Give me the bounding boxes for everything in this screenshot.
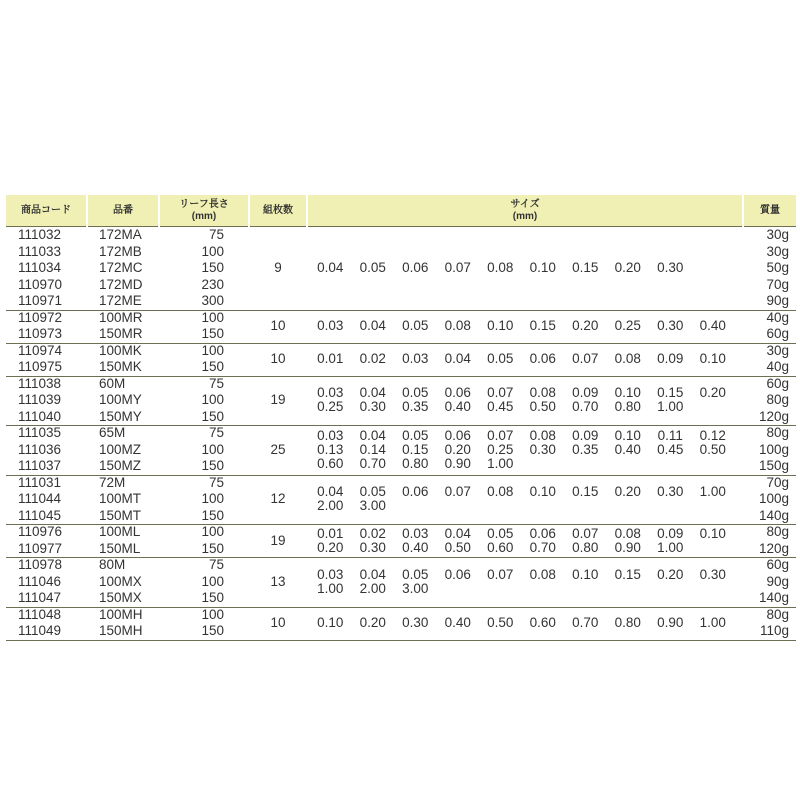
leaf-length: 100 <box>201 606 224 622</box>
leaf-length: 150 <box>201 260 224 275</box>
product-code: 111036 <box>18 441 62 457</box>
size-value: 0.30 <box>529 441 556 457</box>
size-value: 0.20 <box>657 566 684 582</box>
weight: 50g <box>766 260 789 275</box>
part-number: 172MD <box>99 276 143 292</box>
size-value: 0.15 <box>529 318 556 333</box>
size-value: 0.70 <box>572 615 599 630</box>
group-divider <box>6 475 796 476</box>
header-part <box>88 195 158 227</box>
size-value: 0.10 <box>614 427 641 443</box>
size-value: 0.05 <box>359 260 386 276</box>
size-value: 0.10 <box>699 351 726 366</box>
part-number: 100MH <box>99 606 143 622</box>
leaf-length: 150 <box>201 458 224 473</box>
part-number: 150MH <box>99 623 143 638</box>
size-value: 0.30 <box>657 260 684 276</box>
leaf-length: 75 <box>208 227 224 242</box>
product-code: 111049 <box>18 623 62 638</box>
size-value: 0.25 <box>317 399 344 415</box>
weight: 30g <box>766 243 789 259</box>
size-value: 0.50 <box>487 615 514 630</box>
part-number: 150MX <box>99 590 142 605</box>
leaf-length: 100 <box>201 573 224 589</box>
size-value: 0.30 <box>402 615 429 630</box>
leaf-length: 100 <box>201 524 224 539</box>
header-length-label: リーフ長さ <box>179 198 229 210</box>
product-code: 111048 <box>18 606 62 622</box>
size-value: 0.02 <box>359 351 386 366</box>
group-count: 9 <box>274 260 282 276</box>
weight: 120g <box>758 408 789 424</box>
weight: 60g <box>766 557 789 572</box>
size-value: 0.03 <box>402 351 429 366</box>
size-value: 0.80 <box>614 399 641 415</box>
header-length <box>160 195 248 227</box>
size-value: 0.20 <box>317 539 344 555</box>
size-value: 0.07 <box>444 260 471 276</box>
weight: 40g <box>766 309 789 325</box>
part-number: 172MA <box>99 227 142 242</box>
size-row <box>309 429 744 443</box>
size-value: 1.00 <box>699 615 726 630</box>
group-count: 10 <box>270 318 286 333</box>
size-value: 0.11 <box>657 427 683 443</box>
part-number: 100MK <box>99 342 142 358</box>
product-code: 110977 <box>18 540 63 556</box>
size-value: 0.06 <box>529 525 556 541</box>
weight: 120g <box>758 540 789 556</box>
header-code <box>6 195 86 227</box>
part-number: 80M <box>99 557 126 572</box>
size-value: 3.00 <box>359 498 386 514</box>
leaf-length: 100 <box>201 309 224 325</box>
weight: 90g <box>766 573 789 589</box>
product-code: 110975 <box>18 359 63 374</box>
size-value: 0.35 <box>402 399 429 415</box>
leaf-length: 150 <box>201 326 224 341</box>
weight: 60g <box>766 375 789 391</box>
size-value: 0.13 <box>317 441 344 457</box>
size-value: 0.03 <box>317 566 344 582</box>
leaf-length: 150 <box>201 359 224 374</box>
leaf-length: 150 <box>201 590 224 605</box>
header-length-unit: (mm) <box>191 210 217 222</box>
size-value: 0.15 <box>614 566 641 582</box>
weight: 150g <box>758 458 789 473</box>
product-code: 111037 <box>18 458 62 473</box>
size-value: 0.35 <box>572 441 599 457</box>
size-value: 0.09 <box>657 525 684 541</box>
size-value: 0.30 <box>359 539 386 555</box>
size-value: 0.08 <box>529 385 556 401</box>
product-code: 110978 <box>18 557 63 572</box>
size-row <box>309 352 744 366</box>
leaf-length: 75 <box>208 425 224 440</box>
part-number: 100ML <box>99 524 141 539</box>
size-value: 0.03 <box>402 525 429 541</box>
weight: 70g <box>766 474 789 490</box>
size-value: 0.05 <box>487 351 514 366</box>
weight: 140g <box>758 590 789 605</box>
size-row <box>309 400 744 414</box>
size-value: 0.07 <box>572 351 599 366</box>
size-value: 0.40 <box>402 539 429 555</box>
product-code: 110970 <box>18 276 63 292</box>
size-value: 0.15 <box>572 484 599 500</box>
size-value: 0.04 <box>444 351 471 366</box>
size-value: 0.05 <box>402 566 429 582</box>
leaf-length: 100 <box>201 491 224 506</box>
size-value: 0.90 <box>444 455 471 471</box>
size-value: 0.50 <box>699 441 726 457</box>
header-count-label: 組枚数 <box>263 204 293 216</box>
size-value: 0.70 <box>529 539 556 555</box>
header-size <box>308 195 742 227</box>
size-value: 0.40 <box>699 318 726 333</box>
size-value: 0.10 <box>529 484 556 500</box>
size-row <box>309 261 744 275</box>
size-value: 0.08 <box>487 484 514 500</box>
product-code: 111038 <box>18 375 62 391</box>
weight: 70g <box>766 276 789 292</box>
product-code: 111040 <box>18 408 62 424</box>
part-number: 100MT <box>99 491 142 506</box>
size-value: 0.10 <box>614 385 641 401</box>
size-value: 0.07 <box>487 566 514 582</box>
product-code: 110972 <box>18 309 63 325</box>
size-row <box>309 485 744 499</box>
leaf-length: 75 <box>208 557 224 572</box>
size-value: 0.50 <box>529 399 556 415</box>
product-code: 111034 <box>18 260 62 275</box>
size-value: 0.10 <box>699 525 726 541</box>
group-count: 13 <box>270 573 286 589</box>
leaf-length: 75 <box>208 375 224 391</box>
size-value: 0.10 <box>572 566 599 582</box>
weight: 40g <box>766 359 789 374</box>
product-code: 111035 <box>18 425 62 440</box>
size-value: 0.08 <box>487 260 514 276</box>
leaf-length: 300 <box>201 293 224 308</box>
size-value: 0.20 <box>359 615 386 630</box>
part-number: 100MZ <box>99 441 142 457</box>
size-value: 0.05 <box>402 427 429 443</box>
group-count: 19 <box>270 532 286 548</box>
size-value: 0.04 <box>317 260 344 276</box>
size-value: 0.70 <box>359 455 386 471</box>
size-value: 1.00 <box>657 539 684 555</box>
weight: 110g <box>759 623 789 638</box>
size-value: 0.01 <box>317 525 344 541</box>
weight: 100g <box>758 441 789 457</box>
size-row <box>309 582 744 596</box>
part-number: 150ML <box>99 540 141 556</box>
weight: 90g <box>766 293 789 308</box>
part-number: 100MY <box>99 392 142 407</box>
weight: 80g <box>766 524 789 539</box>
size-row <box>309 457 744 471</box>
part-number: 60M <box>99 375 126 391</box>
size-value: 0.04 <box>359 318 386 333</box>
part-number: 150MT <box>99 507 142 523</box>
leaf-length: 100 <box>201 392 224 407</box>
size-value: 0.06 <box>444 385 471 401</box>
size-value: 1.00 <box>317 580 344 596</box>
product-code: 111047 <box>18 590 62 605</box>
leaf-length: 75 <box>208 474 224 490</box>
size-row <box>309 541 744 555</box>
size-value: 0.06 <box>444 427 471 443</box>
size-value: 2.00 <box>359 580 386 596</box>
size-value: 0.09 <box>572 385 599 401</box>
size-value: 0.04 <box>317 484 344 500</box>
size-value: 0.03 <box>317 427 344 443</box>
header-size-unit: (mm) <box>512 210 538 222</box>
weight: 30g <box>766 227 789 242</box>
group-divider <box>6 524 796 525</box>
leaf-length: 150 <box>201 540 224 556</box>
product-code: 111045 <box>18 507 62 523</box>
group-divider <box>6 310 796 311</box>
size-value: 0.15 <box>402 441 429 457</box>
size-value: 0.10 <box>529 260 556 276</box>
group-divider <box>6 607 796 608</box>
group-divider <box>6 557 796 558</box>
group-divider <box>6 425 796 426</box>
size-value: 0.60 <box>317 455 344 471</box>
size-value: 0.40 <box>444 399 471 415</box>
part-number: 172MC <box>99 260 143 275</box>
size-value: 0.40 <box>444 615 471 630</box>
size-value: 2.00 <box>317 498 344 514</box>
size-value: 0.20 <box>699 385 726 401</box>
size-value: 0.60 <box>529 615 556 630</box>
size-value: 0.25 <box>614 318 641 333</box>
size-value: 0.45 <box>657 441 684 457</box>
weight: 30g <box>766 342 789 358</box>
part-number: 172MB <box>99 243 142 259</box>
group-divider <box>6 376 796 377</box>
size-value: 0.10 <box>317 615 344 630</box>
size-value: 0.20 <box>614 484 641 500</box>
size-row <box>309 568 744 582</box>
header-size-label: サイズ <box>510 198 540 210</box>
group-count: 25 <box>270 441 286 457</box>
size-value: 0.04 <box>359 427 386 443</box>
size-value: 0.80 <box>614 615 641 630</box>
header-count <box>250 195 306 227</box>
leaf-length: 230 <box>201 276 224 292</box>
size-row <box>309 527 744 541</box>
size-value: 0.07 <box>572 525 599 541</box>
size-value: 3.00 <box>402 580 429 596</box>
product-code: 111044 <box>18 491 62 506</box>
part-number: 150MK <box>99 359 142 374</box>
leaf-length: 150 <box>201 507 224 523</box>
size-value: 0.06 <box>402 484 429 500</box>
weight: 80g <box>766 392 789 407</box>
size-value: 0.60 <box>487 539 514 555</box>
size-row <box>309 499 744 513</box>
header-part-label: 品番 <box>113 204 133 216</box>
weight: 80g <box>766 425 789 440</box>
size-value: 0.08 <box>614 525 641 541</box>
size-value: 0.05 <box>487 525 514 541</box>
size-value: 0.08 <box>614 351 641 366</box>
size-value: 0.07 <box>487 427 514 443</box>
header-weight-label: 質量 <box>760 204 780 216</box>
header-code-label: 商品コード <box>21 204 71 216</box>
size-value: 0.30 <box>657 484 684 500</box>
size-value: 0.05 <box>402 385 429 401</box>
weight: 100g <box>758 491 789 506</box>
size-value: 0.80 <box>402 455 429 471</box>
size-value: 0.20 <box>444 441 471 457</box>
group-count: 10 <box>270 615 286 630</box>
size-value: 0.05 <box>402 318 429 333</box>
group-count: 10 <box>270 351 286 366</box>
part-number: 150MZ <box>99 458 142 473</box>
table-bottom-rule <box>6 640 796 641</box>
size-value: 0.90 <box>657 615 684 630</box>
part-number: 65M <box>99 425 126 440</box>
leaf-length: 100 <box>201 342 224 358</box>
weight: 140g <box>758 507 789 523</box>
leaf-length: 150 <box>201 623 224 638</box>
leaf-length: 150 <box>201 408 224 424</box>
size-value: 0.08 <box>529 566 556 582</box>
size-value: 0.14 <box>359 441 386 457</box>
size-value: 0.03 <box>317 318 344 333</box>
size-value: 0.07 <box>487 385 514 401</box>
group-count: 19 <box>270 392 286 408</box>
product-code: 111032 <box>18 227 62 242</box>
size-value: 0.80 <box>572 539 599 555</box>
size-value: 0.02 <box>359 525 386 541</box>
weight: 60g <box>766 326 789 341</box>
size-value: 0.06 <box>529 351 556 366</box>
size-value: 0.50 <box>444 539 471 555</box>
size-value: 0.09 <box>572 427 599 443</box>
part-number: 172ME <box>99 293 142 308</box>
size-value: 0.40 <box>614 441 641 457</box>
size-value: 0.45 <box>487 399 514 415</box>
size-value: 0.04 <box>359 566 386 582</box>
weight: 80g <box>766 606 789 622</box>
size-value: 0.01 <box>317 351 344 366</box>
product-code: 111031 <box>18 474 62 490</box>
size-value: 0.04 <box>444 525 471 541</box>
size-value: 0.90 <box>614 539 641 555</box>
size-value: 0.03 <box>317 385 344 401</box>
product-code: 111046 <box>18 573 62 589</box>
size-value: 0.08 <box>529 427 556 443</box>
part-number: 100MR <box>99 309 143 325</box>
size-value: 0.15 <box>657 385 684 401</box>
size-value: 0.04 <box>359 385 386 401</box>
size-value: 0.06 <box>444 566 471 582</box>
size-row <box>309 443 744 457</box>
size-value: 0.06 <box>402 260 429 276</box>
size-row <box>309 319 744 333</box>
size-value: 0.70 <box>572 399 599 415</box>
size-value: 0.20 <box>614 260 641 276</box>
group-count: 12 <box>270 491 286 507</box>
product-code: 110973 <box>18 326 63 341</box>
size-row <box>309 386 744 400</box>
size-value: 0.07 <box>444 484 471 500</box>
leaf-length: 100 <box>201 441 224 457</box>
product-code: 110971 <box>18 293 63 308</box>
size-value: 0.30 <box>359 399 386 415</box>
header-weight <box>744 195 796 227</box>
size-value: 0.08 <box>444 318 471 333</box>
product-code: 110976 <box>18 524 63 539</box>
size-row <box>309 616 744 630</box>
part-number: 100MX <box>99 573 142 589</box>
size-value: 0.15 <box>572 260 599 276</box>
size-value: 1.00 <box>487 455 514 471</box>
size-value: 0.30 <box>699 566 726 582</box>
size-value: 1.00 <box>699 484 726 500</box>
leaf-length: 100 <box>201 243 224 259</box>
size-value: 0.12 <box>699 427 726 443</box>
size-value: 0.09 <box>657 351 684 366</box>
size-value: 0.30 <box>657 318 684 333</box>
part-number: 150MY <box>99 408 142 424</box>
size-value: 0.25 <box>487 441 514 457</box>
group-divider <box>6 343 796 344</box>
part-number: 72M <box>99 474 126 490</box>
size-value: 1.00 <box>657 399 684 415</box>
size-value: 0.05 <box>359 484 386 500</box>
product-code: 110974 <box>18 342 63 358</box>
product-code: 111039 <box>18 392 62 407</box>
part-number: 150MR <box>99 326 143 341</box>
size-value: 0.10 <box>487 318 514 333</box>
size-value: 0.20 <box>572 318 599 333</box>
product-code: 111033 <box>18 243 62 259</box>
